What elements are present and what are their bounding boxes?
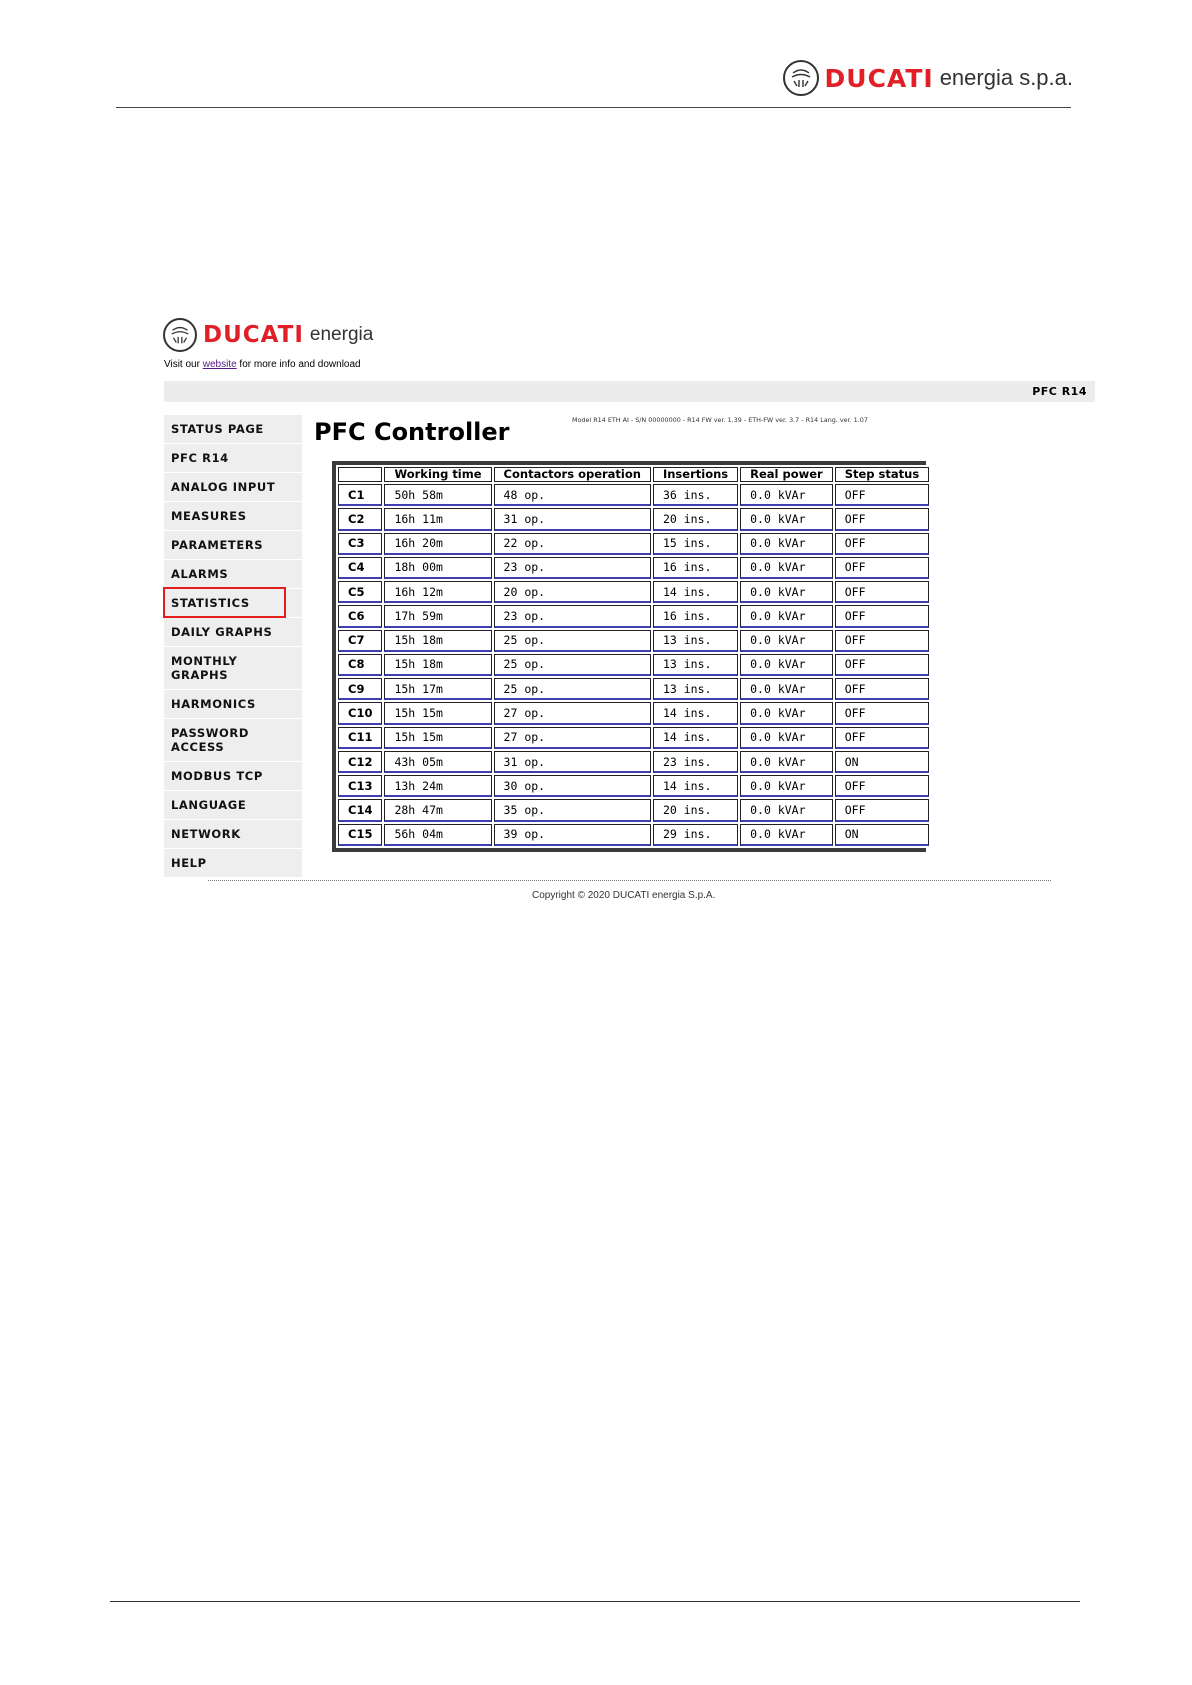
step-label: C8 [338, 654, 382, 676]
document-header-rule [116, 107, 1071, 108]
table-cell: OFF [835, 508, 929, 530]
table-cell: 0.0 kVAr [740, 630, 833, 652]
column-header-contactors-operation: Contactors operation [494, 467, 651, 482]
visit-suffix: for more info and download [239, 359, 361, 370]
step-label: C5 [338, 581, 382, 603]
table-cell: 0.0 kVAr [740, 654, 833, 676]
table-cell: 16h 12m [384, 581, 491, 603]
table-cell: 23 op. [494, 557, 651, 579]
table-cell: OFF [835, 678, 929, 700]
table-cell: 28h 47m [384, 799, 491, 821]
sidebar-menu [164, 415, 302, 878]
statistics-highlight-frame [163, 587, 286, 618]
step-label: C4 [338, 557, 382, 579]
table-row [338, 727, 929, 749]
table-cell: 0.0 kVAr [740, 678, 833, 700]
sidebar-item-status-page[interactable]: STATUS PAGE [164, 415, 302, 444]
table-cell: 16 ins. [653, 605, 738, 627]
document-footer-rule [110, 1601, 1080, 1602]
website-link[interactable]: website [202, 359, 237, 370]
table-row [338, 799, 929, 821]
step-label: C9 [338, 678, 382, 700]
column-header-step-status: Step status [835, 467, 929, 482]
sidebar-item-parameters[interactable]: PARAMETERS [164, 531, 302, 560]
table-cell: OFF [835, 727, 929, 749]
table-cell: OFF [835, 799, 929, 821]
sidebar-item-statistics[interactable]: STATISTICS [164, 589, 302, 618]
sidebar-item-language[interactable]: LANGUAGE [164, 791, 302, 820]
table-cell: 17h 59m [384, 605, 491, 627]
model-info: Model R14 ETH AI - S/N 00000000 - R14 FW ver. 1.39 - ETH-FW ver. 3.7 - R14 Lang. ver. 1.07 [572, 416, 868, 424]
sidebar-item-measures[interactable]: MEASURES [164, 502, 302, 531]
table-row [338, 751, 929, 773]
table-cell: 43h 05m [384, 751, 491, 773]
table-cell: 0.0 kVAr [740, 581, 833, 603]
step-label: C15 [338, 824, 382, 846]
sidebar-item-monthly-graphs[interactable]: MONTHLY GRAPHS [164, 647, 302, 690]
table-cell: OFF [835, 557, 929, 579]
table-cell: 13 ins. [653, 630, 738, 652]
table-cell: 25 op. [494, 654, 651, 676]
web-brand-name: DUCATI [203, 322, 304, 348]
web-logo [163, 318, 373, 352]
table-row [338, 630, 929, 652]
table-cell: OFF [835, 605, 929, 627]
table-cell: 13 ins. [653, 654, 738, 676]
table-cell: 0.0 kVAr [740, 533, 833, 555]
table-cell: 0.0 kVAr [740, 751, 833, 773]
table-cell: 16h 11m [384, 508, 491, 530]
table-cell: 20 ins. [653, 799, 738, 821]
table-cell: 0.0 kVAr [740, 484, 833, 506]
sidebar-item-help[interactable]: HELP [164, 849, 302, 878]
step-label: C2 [338, 508, 382, 530]
step-label: C1 [338, 484, 382, 506]
sidebar-item-password-access[interactable]: PASSWORD ACCESS [164, 719, 302, 762]
table-cell: 0.0 kVAr [740, 727, 833, 749]
step-label: C14 [338, 799, 382, 821]
statistics-table-frame [332, 461, 926, 852]
table-cell: 15h 17m [384, 678, 491, 700]
table-cell: 13 ins. [653, 678, 738, 700]
table-row [338, 533, 929, 555]
table-cell: 25 op. [494, 630, 651, 652]
column-header-real-power: Real power [740, 467, 833, 482]
table-row [338, 484, 929, 506]
table-cell: ON [835, 751, 929, 773]
table-cell: 0.0 kVAr [740, 605, 833, 627]
table-cell: OFF [835, 630, 929, 652]
table-cell: 22 op. [494, 533, 651, 555]
table-cell: 14 ins. [653, 702, 738, 724]
table-cell: 0.0 kVAr [740, 557, 833, 579]
table-cell: 48 op. [494, 484, 651, 506]
table-cell: 20 ins. [653, 508, 738, 530]
document-brand-name: DUCATI [824, 63, 934, 93]
step-label: C12 [338, 751, 382, 773]
table-cell: 27 op. [494, 702, 651, 724]
table-cell: 15h 15m [384, 727, 491, 749]
column-header-working-time: Working time [384, 467, 491, 482]
sidebar-item-daily-graphs[interactable]: DAILY GRAPHS [164, 618, 302, 647]
column-header-step [338, 467, 382, 482]
table-cell: 56h 04m [384, 824, 491, 846]
table-cell: 0.0 kVAr [740, 775, 833, 797]
column-header-insertions: Insertions [653, 467, 738, 482]
table-cell: 14 ins. [653, 581, 738, 603]
sidebar-item-network[interactable]: NETWORK [164, 820, 302, 849]
table-row [338, 508, 929, 530]
table-cell: 15h 18m [384, 630, 491, 652]
table-cell: 16h 20m [384, 533, 491, 555]
table-cell: OFF [835, 484, 929, 506]
table-cell: 0.0 kVAr [740, 799, 833, 821]
table-cell: 16 ins. [653, 557, 738, 579]
table-cell: 15 ins. [653, 533, 738, 555]
step-label: C10 [338, 702, 382, 724]
step-label: C3 [338, 533, 382, 555]
table-cell: OFF [835, 654, 929, 676]
step-label: C11 [338, 727, 382, 749]
table-header-row [338, 467, 929, 482]
table-cell: 29 ins. [653, 824, 738, 846]
footer-divider [208, 880, 1051, 881]
table-cell: 31 op. [494, 508, 651, 530]
ducati-seal-icon [783, 60, 819, 96]
table-cell: OFF [835, 702, 929, 724]
table-cell: OFF [835, 775, 929, 797]
table-cell: ON [835, 824, 929, 846]
statistics-table [336, 465, 931, 848]
table-row [338, 605, 929, 627]
sidebar-item-modbus-tcp[interactable]: MODBUS TCP [164, 762, 302, 791]
table-row [338, 654, 929, 676]
table-cell: OFF [835, 581, 929, 603]
sidebar-item-harmonics[interactable]: HARMONICS [164, 690, 302, 719]
table-cell: 0.0 kVAr [740, 508, 833, 530]
document-logo [783, 60, 1073, 96]
table-cell: 20 op. [494, 581, 651, 603]
step-label: C6 [338, 605, 382, 627]
table-cell: OFF [835, 533, 929, 555]
table-cell: 0.0 kVAr [740, 824, 833, 846]
table-cell: 27 op. [494, 727, 651, 749]
step-label: C7 [338, 630, 382, 652]
sidebar-item-alarms[interactable]: ALARMS [164, 560, 302, 589]
table-cell: 15h 18m [384, 654, 491, 676]
table-cell: 13h 24m [384, 775, 491, 797]
table-cell: 25 op. [494, 678, 651, 700]
copyright: Copyright © 2020 DUCATI energia S.p.A. [532, 890, 716, 901]
table-row [338, 678, 929, 700]
device-name: PFC R14 [1032, 385, 1087, 398]
table-cell: 23 op. [494, 605, 651, 627]
table-row [338, 775, 929, 797]
table-row [338, 581, 929, 603]
table-cell: 18h 00m [384, 557, 491, 579]
table-body [338, 484, 929, 846]
visit-line [164, 359, 361, 370]
table-cell: 14 ins. [653, 727, 738, 749]
table-cell: 30 op. [494, 775, 651, 797]
table-cell: 39 op. [494, 824, 651, 846]
table-row [338, 557, 929, 579]
top-bar [164, 381, 1095, 402]
sidebar-item-pfc-r14[interactable]: PFC R14 [164, 444, 302, 473]
document-brand-suffix: energia s.p.a. [939, 65, 1073, 90]
table-cell: 50h 58m [384, 484, 491, 506]
table-cell: 0.0 kVAr [740, 702, 833, 724]
visit-prefix: Visit our [164, 359, 200, 370]
table-row [338, 824, 929, 846]
table-cell: 14 ins. [653, 775, 738, 797]
table-cell: 23 ins. [653, 751, 738, 773]
table-cell: 35 op. [494, 799, 651, 821]
table-cell: 15h 15m [384, 702, 491, 724]
step-label: C13 [338, 775, 382, 797]
ducati-seal-icon [163, 318, 197, 352]
table-row [338, 702, 929, 724]
table-cell: 36 ins. [653, 484, 738, 506]
sidebar-item-analog-input[interactable]: ANALOG INPUT [164, 473, 302, 502]
web-brand-suffix: energia [309, 324, 374, 345]
page-title: PFC Controller [314, 418, 510, 446]
table-cell: 31 op. [494, 751, 651, 773]
